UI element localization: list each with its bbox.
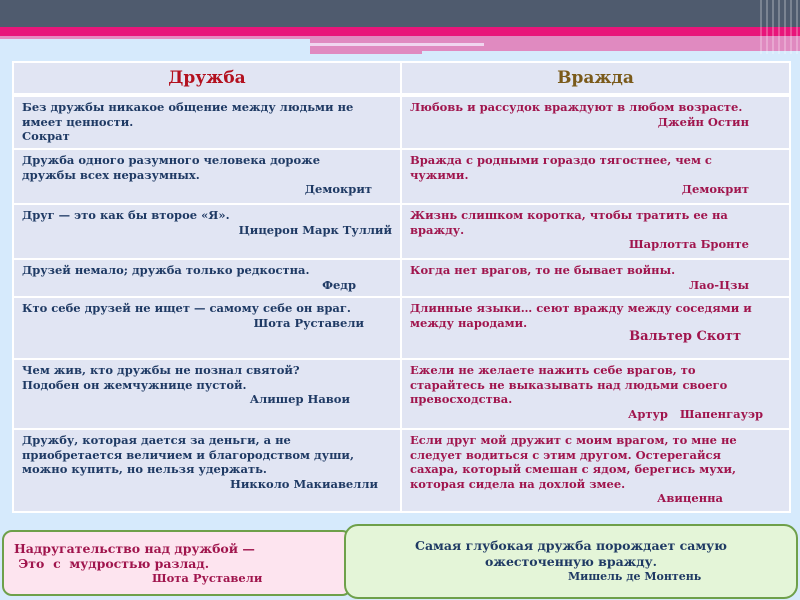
- quote-line: Без дружбы никакое общение между людьми не: [22, 100, 354, 114]
- quote-author: Джейн Остин: [657, 114, 749, 129]
- enmity-quote-cell: [401, 297, 790, 359]
- quote-line: Подобен он жемчужнице пустой.: [22, 377, 247, 392]
- friendship-quote-cell: [13, 429, 401, 512]
- quote-line: чужими.: [410, 167, 469, 182]
- enmity-quote-cell: [401, 204, 790, 259]
- quote-author: Артур Шапенгауэр: [627, 406, 763, 421]
- quote-line: Длинные языки… сеют вражду между соседями и: [410, 301, 752, 315]
- friendship-quote-cell: [13, 149, 401, 204]
- quote-line: которая сидела на дохлой змее.: [410, 476, 626, 491]
- accent-line: [0, 36, 310, 39]
- quote-line: дружбы всех неразумных.: [22, 167, 200, 182]
- quote-line: приобретается величием и благородством души,: [22, 447, 354, 462]
- quote-author: Федр: [322, 277, 356, 292]
- quote-line: Друзей немало; дружба только редкостна.: [22, 263, 310, 277]
- callout-author: Мишель де Монтень: [568, 570, 702, 583]
- header-friendship: Дружба: [13, 62, 401, 95]
- quote-line: сахара, который смешан с ядом, берегись мухи,: [410, 462, 736, 476]
- header-enmity: Вражда: [401, 62, 790, 95]
- quote-line: Кто себе друзей не ищет — самому себе он враг.: [22, 301, 351, 315]
- enmity-quote-cell: [401, 95, 790, 149]
- quote-line: можно купить, но нельзя удержать.: [22, 462, 267, 476]
- quote-line: Друг — это как бы второе «Я».: [22, 208, 230, 222]
- friendship-quote-cell: [13, 259, 401, 297]
- quote-line: между народами.: [410, 315, 528, 330]
- table-row: [13, 429, 790, 512]
- table-row: [13, 204, 790, 259]
- callout-line: Надругательство над дружбой —: [14, 541, 255, 556]
- friendship-quote-cell: [13, 204, 401, 259]
- decor-stripes: [760, 0, 800, 54]
- quote-line: Дружбу, которая дается за деньги, а не: [22, 433, 291, 447]
- quote-line: превосходства.: [410, 392, 513, 406]
- enmity-quote-cell: [401, 259, 790, 297]
- quote-line: Если друг мой дружит с моим врагом, то мне не: [410, 433, 737, 447]
- quote-author: Вальтер Скотт: [629, 329, 741, 344]
- friendship-quote-cell: [13, 359, 401, 429]
- table-header-row: [13, 62, 790, 95]
- enmity-quote-cell: [401, 149, 790, 204]
- table-row: [13, 95, 790, 149]
- quote-author: Цицерон Марк Туллий: [238, 222, 392, 237]
- quote-line: Чем жив, кто дружбы не познал святой?: [22, 363, 300, 377]
- quote-author: Шота Руставели: [253, 315, 364, 330]
- quote-author: Алишер Навои: [249, 392, 350, 406]
- quote-line: Жизнь слишком коротка, чтобы тратить ее на: [410, 208, 728, 222]
- quote-line: Дружба одного разумного человека дороже: [22, 153, 321, 167]
- table-row: [13, 359, 790, 429]
- quote-line: Вражда с родными гораздо тягостнее, чем с: [410, 153, 712, 167]
- quote-author: Авиценна: [657, 491, 723, 505]
- quote-author: Демокрит: [681, 182, 749, 196]
- quote-line: вражду.: [410, 222, 465, 237]
- quote-line: Ежели не желаете нажить себе врагов, то: [410, 363, 696, 377]
- table-row: [13, 259, 790, 297]
- top-bar: [0, 0, 800, 27]
- callout-right: [344, 524, 798, 599]
- accent-gap: [422, 51, 800, 54]
- quote-line: Любовь и рассудок враждуют в любом возрасте.: [410, 100, 743, 114]
- table-row: [13, 149, 790, 204]
- callout-left: [2, 530, 352, 596]
- quote-line: старайтесь не выказывать над людьми своего: [410, 377, 728, 392]
- callout-line: Самая глубокая дружба порождает самую: [415, 538, 727, 553]
- quote-line: имеет ценности.: [22, 114, 134, 129]
- quote-author: Лао-Цзы: [688, 277, 749, 292]
- quote-author: Никколо Макиавелли: [230, 476, 378, 491]
- accent-bar: [0, 27, 800, 36]
- quote-author: Шарлотта Бронте: [629, 237, 749, 251]
- friendship-quote-cell: [13, 95, 401, 149]
- accent-stripe: [310, 43, 484, 46]
- enmity-quote-cell: [401, 429, 790, 512]
- quote-line: следует водиться с этим другом. Остерегайся: [410, 447, 721, 462]
- callout-author: Шота Руставели: [152, 571, 263, 585]
- quote-author: Сократ: [22, 129, 70, 143]
- quote-author: Демокрит: [304, 182, 372, 196]
- callout-line: Это с мудростью разлад.: [14, 556, 210, 571]
- table-row: [13, 297, 790, 359]
- enmity-quote-cell: [401, 359, 790, 429]
- quote-line: Когда нет врагов, то не бывает войны.: [410, 263, 676, 277]
- quotes-table: [12, 61, 791, 513]
- friendship-quote-cell: [13, 297, 401, 359]
- callout-line: ожесточенную вражду.: [484, 554, 657, 569]
